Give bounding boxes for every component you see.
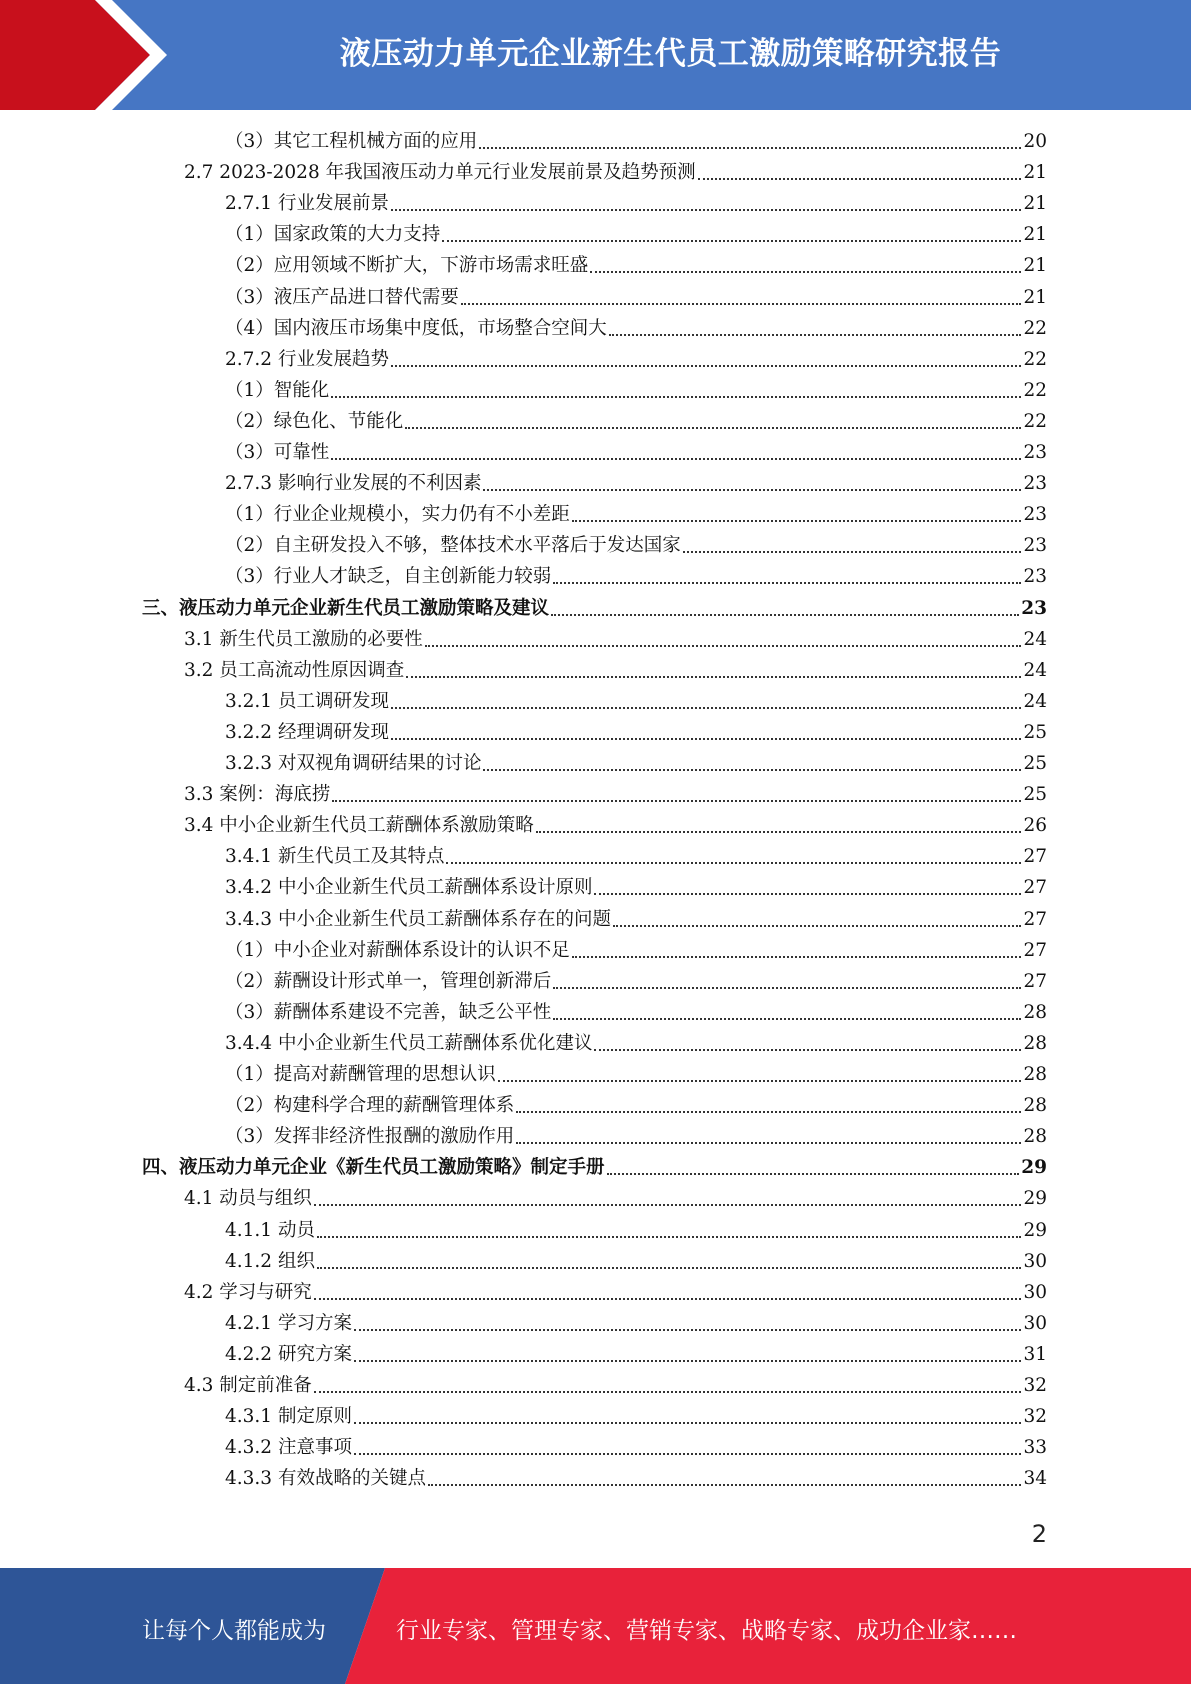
toc-entry-label: （4）国内液压市场集中度低，市场整合空间大 — [225, 317, 607, 339]
toc-entry-page: 22 — [1023, 348, 1047, 370]
toc-dot-leader — [594, 1048, 1021, 1051]
toc-entry-page: 25 — [1023, 753, 1047, 774]
toc-entry-label: （3）其它工程机械方面的应用 — [225, 131, 478, 152]
toc-entry[interactable] — [225, 874, 1047, 902]
toc-entry-page: 23 — [1023, 473, 1047, 495]
toc-entry[interactable] — [225, 563, 1047, 591]
toc-entry[interactable] — [225, 252, 1047, 280]
toc-dot-leader — [613, 924, 1021, 927]
toc-dot-leader — [594, 892, 1021, 895]
toc-dot-leader — [683, 550, 1022, 553]
toc-dot-leader — [483, 768, 1021, 771]
toc-entry[interactable] — [225, 377, 1047, 405]
toc-entry-label: 3.3 案例：海底捞 — [184, 784, 331, 806]
toc-entry[interactable] — [225, 315, 1047, 343]
toc-entry[interactable] — [225, 1434, 1047, 1462]
toc-entry-label: 4.3.2 注意事项 — [225, 1437, 352, 1459]
toc-entry[interactable] — [225, 1310, 1047, 1338]
toc-entry-label: （1）行业企业规模小，实力仍有不小差距 — [225, 504, 570, 526]
toc-dot-leader — [428, 1483, 1021, 1486]
toc-dot-leader — [314, 1390, 1022, 1393]
toc-dot-leader — [331, 457, 1021, 460]
toc-entry-page: 28 — [1023, 1095, 1047, 1117]
toc-entry-page: 28 — [1023, 1126, 1047, 1148]
toc-entry-label: 2.7.2 行业发展趋势 — [225, 348, 389, 370]
toc-entry[interactable] — [225, 532, 1047, 560]
toc-entry-label: 3.4.1 新生代员工及其特点 — [225, 846, 445, 868]
toc-entry-page: 32 — [1023, 1406, 1047, 1428]
toc-dot-leader — [391, 208, 1021, 211]
toc-entry-label: 3.4 中小企业新生代员工薪酬体系激励策略 — [184, 815, 534, 837]
toc-entry[interactable] — [225, 1341, 1047, 1369]
toc-entry[interactable] — [184, 1279, 1047, 1307]
toc-entry[interactable] — [225, 1092, 1047, 1120]
toc-entry-page: 30 — [1023, 1250, 1047, 1272]
toc-entry-label: （2）应用领域不断扩大，下游市场需求旺盛 — [225, 255, 589, 277]
toc-entry[interactable] — [225, 1217, 1047, 1245]
toc-dot-leader — [498, 1079, 1022, 1082]
toc-entry-page: 21 — [1023, 255, 1047, 277]
toc-dot-leader — [317, 1266, 1022, 1269]
toc-entry-label: 3.4.4 中小企业新生代员工薪酬体系优化建议 — [225, 1032, 593, 1054]
toc-dot-leader — [572, 955, 1022, 958]
toc-entry-label: 4.1.2 组织 — [225, 1250, 315, 1272]
toc-entry-page: 31 — [1023, 1343, 1047, 1365]
toc-entry-label: （3）液压产品进口替代需要 — [225, 286, 459, 308]
toc-entry[interactable] — [225, 439, 1047, 467]
toc-entry-label: 4.3 制定前准备 — [184, 1375, 312, 1396]
toc-entry-label: （3）行业人才缺乏，自主创新能力较弱 — [225, 566, 552, 588]
toc-entry-page: 27 — [1023, 846, 1047, 868]
toc-entry-label: 3.2 员工高流动性原因调查 — [184, 659, 405, 681]
toc-entry-page: 26 — [1023, 815, 1047, 837]
toc-entry-label: 四、液压动力单元企业《新生代员工激励策略》制定手册 — [142, 1157, 605, 1179]
toc-dot-leader — [551, 613, 1019, 616]
toc-dot-leader — [354, 1421, 1022, 1424]
toc-entry-page: 21 — [1023, 224, 1047, 246]
toc-entry-page: 23 — [1023, 535, 1047, 557]
footer-slogan-right: 行业专家、管理专家、营销专家、战略专家、成功企业家…… — [396, 1618, 1017, 1644]
toc-entry-page: 21 — [1023, 162, 1047, 184]
toc-entry-label: 4.3.1 制定原则 — [225, 1406, 352, 1428]
toc-dot-leader — [425, 644, 1022, 647]
toc-entry[interactable] — [142, 1154, 1047, 1182]
toc-entry-page: 27 — [1023, 877, 1047, 899]
toc-entry-page: 24 — [1023, 659, 1047, 681]
toc-entry[interactable] — [184, 812, 1047, 840]
toc-entry[interactable] — [184, 781, 1047, 809]
toc-entry[interactable] — [225, 750, 1047, 778]
toc-entry[interactable] — [184, 1185, 1047, 1213]
toc-dot-leader — [607, 1172, 1020, 1175]
toc-dot-leader — [446, 861, 1021, 864]
toc-entry-label: 三、液压动力单元企业新生代员工激励策略及建议 — [142, 597, 550, 619]
toc-entry[interactable] — [184, 626, 1047, 654]
toc-dot-leader — [332, 799, 1021, 802]
toc-entry[interactable] — [225, 719, 1047, 747]
toc-entry[interactable] — [184, 657, 1047, 685]
toc-entry-label: 3.4.2 中小企业新生代员工薪酬体系设计原则 — [225, 877, 593, 899]
toc-entry-page: 23 — [1023, 566, 1047, 588]
toc-entry-label: （3）可靠性 — [225, 442, 330, 463]
toc-entry-label: 2.7.3 影响行业发展的不利因素 — [225, 473, 482, 495]
toc-entry-page: 34 — [1023, 1468, 1047, 1490]
toc-entry-label: （2）薪酬设计形式单一，管理创新滞后 — [225, 970, 552, 992]
toc-dot-leader — [331, 395, 1021, 398]
toc-dot-leader — [590, 270, 1021, 273]
toc-entry[interactable] — [225, 1030, 1047, 1058]
toc-entry-page: 28 — [1023, 1001, 1047, 1023]
toc-dot-leader — [442, 239, 1021, 242]
toc-entry-page: 23 — [1023, 504, 1047, 526]
toc-dot-leader — [314, 1297, 1022, 1300]
toc-entry[interactable] — [225, 501, 1047, 529]
toc-entry[interactable] — [225, 190, 1047, 218]
toc-dot-leader — [391, 706, 1021, 709]
toc-entry-label: （1）国家政策的大力支持 — [225, 224, 441, 246]
toc-entry-page: 29 — [1023, 1219, 1047, 1241]
toc-entry-label: （3）薪酬体系建设不完善，缺乏公平性 — [225, 1001, 552, 1023]
toc-dot-leader — [479, 146, 1021, 149]
toc-entry[interactable] — [142, 595, 1047, 623]
toc-entry[interactable] — [225, 688, 1047, 716]
toc-dot-leader — [553, 986, 1021, 989]
toc-entry-label: 4.1.1 动员 — [225, 1219, 315, 1241]
toc-entry-page: 27 — [1023, 908, 1047, 930]
toc-entry[interactable] — [225, 906, 1047, 934]
toc-entry[interactable] — [225, 1403, 1047, 1431]
toc-entry-label: 3.2.3 对双视角调研结果的讨论 — [225, 753, 482, 774]
toc-dot-leader — [483, 488, 1021, 491]
toc-entry[interactable] — [225, 968, 1047, 996]
toc-entry[interactable] — [225, 1061, 1047, 1089]
toc-dot-leader — [516, 1110, 1021, 1113]
toc-entry[interactable] — [225, 284, 1047, 312]
toc-entry[interactable] — [225, 408, 1047, 436]
toc-dot-leader — [405, 426, 1021, 429]
toc-entry-page: 22 — [1023, 379, 1047, 401]
toc-entry-page: 30 — [1023, 1281, 1047, 1303]
toc-entry[interactable] — [225, 1123, 1047, 1151]
toc-dot-leader — [354, 1452, 1022, 1455]
toc-entry-label: 4.2.2 研究方案 — [225, 1343, 352, 1365]
toc-dot-leader — [536, 830, 1022, 833]
toc-dot-leader — [406, 675, 1021, 678]
footer-slogan-left: 让每个人都能成为 — [142, 1618, 326, 1644]
toc-entry[interactable] — [225, 999, 1047, 1027]
toc-entry-label: 4.2.1 学习方案 — [225, 1312, 352, 1334]
toc-entry-label: （2）绿色化、节能化 — [225, 410, 404, 432]
toc-entry-page: 27 — [1023, 970, 1047, 992]
toc-entry-label: （3）发挥非经济性报酬的激励作用 — [225, 1126, 515, 1148]
toc-entry-page: 30 — [1023, 1312, 1047, 1334]
toc-dot-leader — [698, 177, 1022, 180]
toc-entry-label: 4.2 学习与研究 — [184, 1281, 312, 1303]
toc-entry-page: 29 — [1021, 1157, 1047, 1179]
toc-entry[interactable] — [184, 1372, 1047, 1400]
toc-entry-label: 3.4.3 中小企业新生代员工薪酬体系存在的问题 — [225, 908, 611, 930]
toc-entry[interactable] — [225, 1465, 1047, 1493]
page-footer — [0, 1568, 1191, 1684]
toc-entry-page: 21 — [1023, 286, 1047, 308]
page-number: 2 — [1031, 1520, 1047, 1548]
toc-entry-label: （1）中小企业对薪酬体系设计的认识不足 — [225, 939, 570, 961]
toc-entry-label: 2.7.1 行业发展前景 — [225, 193, 389, 215]
toc-entry-page: 27 — [1023, 939, 1047, 961]
toc-entry[interactable] — [225, 128, 1047, 156]
toc-entry-page: 23 — [1023, 442, 1047, 463]
toc-dot-leader — [391, 364, 1021, 367]
toc-entry-label: 3.2.1 员工调研发现 — [225, 690, 389, 712]
toc-entry[interactable] — [225, 346, 1047, 374]
toc-entry-page: 25 — [1023, 721, 1047, 743]
toc-entry[interactable] — [184, 159, 1047, 187]
toc-dot-leader — [553, 1017, 1021, 1020]
toc-entry-page: 25 — [1023, 784, 1047, 806]
toc-entry-label: （1）提高对薪酬管理的思想认识 — [225, 1064, 496, 1085]
toc-dot-leader — [314, 1203, 1022, 1206]
toc-entry-label: 4.1 动员与组织 — [184, 1188, 312, 1210]
toc-entry[interactable] — [225, 221, 1047, 249]
toc-entry-page: 23 — [1021, 597, 1047, 619]
toc-entry-page: 33 — [1023, 1437, 1047, 1459]
toc-dot-leader — [572, 519, 1022, 522]
toc-entry[interactable] — [225, 937, 1047, 965]
page-header — [0, 0, 1191, 110]
toc-entry-label: 2.7 2023-2028 年我国液压动力单元行业发展前景及趋势预测 — [184, 162, 696, 184]
toc-entry-label: （2）构建科学合理的薪酬管理体系 — [225, 1095, 515, 1117]
toc-entry-label: 4.3.3 有效战略的关键点 — [225, 1468, 426, 1490]
toc-entry-label: 3.1 新生代员工激励的必要性 — [184, 628, 423, 650]
header-title: 液压动力单元企业新生代员工激励策略研究报告 — [339, 36, 1002, 72]
toc-entry-page: 22 — [1023, 317, 1047, 339]
toc-entry-page: 28 — [1023, 1064, 1047, 1085]
toc-entry-page: 28 — [1023, 1032, 1047, 1054]
toc-entry-page: 32 — [1023, 1375, 1047, 1396]
toc-entry-page: 22 — [1023, 410, 1047, 432]
toc-dot-leader — [461, 302, 1022, 305]
toc-entry-label: 3.2.2 经理调研发现 — [225, 721, 389, 743]
toc-entry-page: 24 — [1023, 628, 1047, 650]
toc-dot-leader — [553, 581, 1021, 584]
toc-entry-page: 29 — [1023, 1188, 1047, 1210]
toc-dot-leader — [354, 1359, 1022, 1362]
toc-entry-label: （1）智能化 — [225, 379, 330, 401]
toc-entry[interactable] — [225, 470, 1047, 498]
toc-entry[interactable] — [225, 1248, 1047, 1276]
toc-entry[interactable] — [225, 843, 1047, 871]
toc-dot-leader — [391, 737, 1021, 740]
toc-dot-leader — [354, 1328, 1022, 1331]
toc-entry-page: 21 — [1023, 193, 1047, 215]
toc-entry-page: 24 — [1023, 690, 1047, 712]
toc-dot-leader — [609, 333, 1022, 336]
toc-dot-leader — [317, 1235, 1022, 1238]
toc-dot-leader — [516, 1141, 1021, 1144]
toc-entry-page: 20 — [1023, 131, 1047, 152]
toc-entry-label: （2）自主研发投入不够，整体技术水平落后于发达国家 — [225, 535, 681, 557]
